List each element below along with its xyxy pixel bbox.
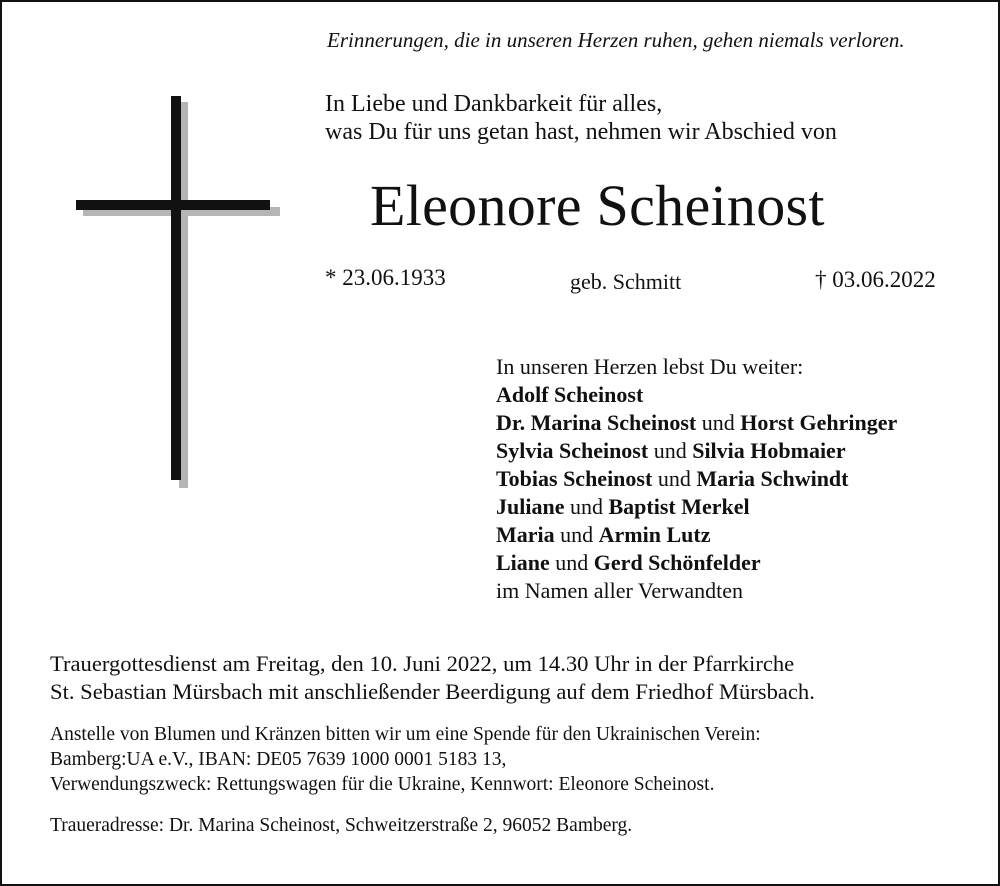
funeral-service-info — [50, 650, 815, 706]
family-row: Sylvia Scheinost und Silvia Hobmaier — [496, 438, 846, 463]
mourning-address: Traueradresse: Dr. Marina Scheinost, Schweitzerstraße 2, 96052 Bamberg. — [50, 815, 633, 836]
donation-line-3: Verwendungszweck: Rettungswagen für die Ukraine, Kennwort: Eleonore Scheinost. — [50, 774, 715, 795]
family-row: Dr. Marina Scheinost und Horst Gehringer — [496, 410, 898, 435]
family-row: Maria und Armin Lutz — [496, 522, 711, 547]
maiden-name: geb. Schmitt — [570, 269, 682, 294]
family-row: Juliane und Baptist Merkel — [496, 494, 750, 519]
intro-line-2: was Du für uns getan hast, nehmen wir Abschied von — [325, 119, 837, 145]
service-line-1: Trauergottesdienst am Freitag, den 10. Juni 2022, um 14.30 Uhr in der Pfarrkirche — [50, 651, 795, 676]
cross-icon — [76, 96, 280, 488]
intro-line-1: In Liebe und Dankbarkeit für alles, — [325, 91, 663, 117]
intro-text — [325, 90, 837, 146]
donation-info — [50, 722, 761, 797]
family-row: Tobias Scheinost und Maria Schwindt — [496, 466, 849, 491]
donation-line-1: Anstelle von Blumen und Kränzen bitten wir um eine Spende für den Ukrainischen Verein: — [50, 724, 761, 745]
family-row: Adolf Scheinost — [496, 382, 644, 407]
donation-line-2: Bamberg:UA e.V., IBAN: DE05 7639 1000 0001 5183 13, — [50, 749, 507, 770]
family-heading: In unseren Herzen lebst Du weiter: — [496, 354, 804, 379]
birth-date: * 23.06.1933 — [325, 265, 446, 290]
motto: Erinnerungen, die in unseren Herzen ruhen, gehen niemals verloren. — [327, 28, 905, 52]
family-closing: im Namen aller Verwandten — [496, 578, 744, 603]
deceased-name: Eleonore Scheinost — [370, 173, 825, 238]
service-line-2: St. Sebastian Mürsbach mit anschließender Beerdigung auf dem Friedhof Mürsbach. — [50, 679, 815, 704]
family-list — [496, 353, 897, 605]
death-date: † 03.06.2022 — [815, 267, 936, 292]
family-row: Liane und Gerd Schönfelder — [496, 550, 761, 575]
